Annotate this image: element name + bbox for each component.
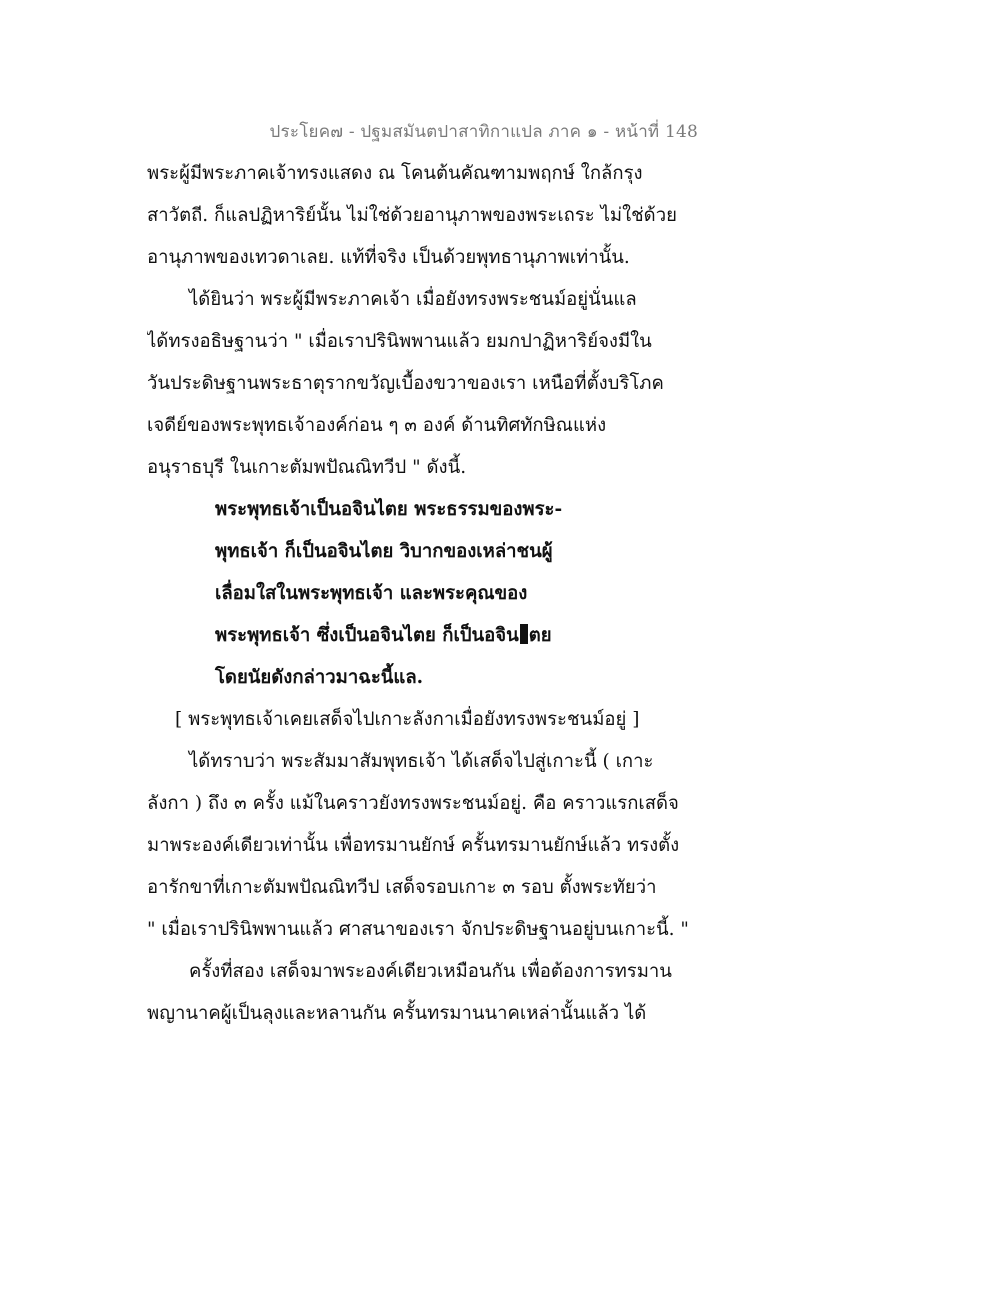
verse-line: โดยนัยดังกล่าวมาฉะนี้แล. — [215, 667, 424, 688]
verse-line: พระพุทธเจ้าเป็นอจินไตย พระธรรมของพระ- — [215, 499, 563, 520]
text-line: วันประดิษฐานพระธาตุรากขวัญเบื้องขวาของเรา เหนือที่ตั้งบริโภค — [147, 373, 664, 394]
text-line: ได้ทรงอธิษฐานว่า " เมื่อเราปรินิพพานแล้ว ยมกปาฏิหาริย์จงมีใน — [147, 331, 652, 352]
text-line: ครั้งที่สอง เสด็จมาพระองค์เดียวเหมือนกัน เพื่อต้องการทรมาน — [189, 961, 672, 982]
page-header: ประโยค๗ - ปฐมสมันตปาสาทิกาแปล ภาค ๑ - หน้าที่ 148 — [269, 122, 698, 142]
text-line: พญานาคผู้เป็นลุงและหลานกัน ครั้นทรมานนาคเหล่านั้นแล้ว ได้ — [147, 1003, 647, 1024]
section-heading: [ พระพุทธเจ้าเคยเสด็จไปเกาะลังกาเมื่อยังทรงพระชนม์อยู่ ] — [175, 709, 640, 730]
text-line: พระผู้มีพระภาคเจ้าทรงแสดง ณ โคนต้นคัณฑามพฤกษ์ ใกล้กรุง — [147, 163, 643, 184]
text-line: อานุภาพของเทวดาเลย. แท้ที่จริง เป็นด้วยพุทธานุภาพเท่านั้น. — [147, 247, 630, 268]
verse-line: พุทธเจ้า ก็เป็นอจินไตย วิบากของเหล่าชนผู้ — [215, 541, 553, 562]
text-line: " เมื่อเราปรินิพพานแล้ว ศาสนาของเรา จักประดิษฐานอยู่บนเกาะนี้. " — [147, 919, 689, 940]
verse-line-part: ตย — [528, 625, 552, 646]
verse-line — [147, 615, 707, 657]
text-line: อนุราธบุรี ในเกาะตัมพปัณณิทวีป " ดังนี้. — [147, 457, 467, 478]
verse-line: เลื่อมใสในพระพุทธเจ้า และพระคุณของ — [215, 583, 528, 604]
text-line: เจดีย์ของพระพุทธเจ้าองค์ก่อน ๆ ๓ องค์ ด้านทิศทักษิณแห่ง — [147, 415, 607, 436]
text-line: ได้ทราบว่า พระสัมมาสัมพุทธเจ้า ได้เสด็จไปสู่เกาะนี้ ( เกาะ — [189, 751, 654, 772]
ink-blot — [520, 624, 528, 644]
verse-line-part: พระพุทธเจ้า ซึ่งเป็นอจินไตย ก็เป็นอจิน — [215, 625, 519, 646]
body-text — [147, 153, 707, 1035]
text-line: สาวัตถี. ก็แลปฏิหาริย์นั้น ไม่ใช่ด้วยอานุภาพของพระเถระ ไม่ใช่ด้วย — [147, 205, 677, 226]
text-line: อารักขาที่เกาะตัมพปัณณิทวีป เสด็จรอบเกาะ ๓ รอบ ตั้งพระทัยว่า — [147, 877, 657, 898]
text-line: ได้ยินว่า พระผู้มีพระภาคเจ้า เมื่อยังทรงพระชนม์อยู่นั่นแล — [189, 289, 637, 310]
text-line: ลังกา ) ถึง ๓ ครั้ง แม้ในคราวยังทรงพระชนม์อยู่. คือ คราวแรกเสด็จ — [147, 793, 679, 814]
text-line: มาพระองค์เดียวเท่านั้น เพื่อทรมานยักษ์ ครั้นทรมานยักษ์แล้ว ทรงตั้ง — [147, 835, 680, 856]
